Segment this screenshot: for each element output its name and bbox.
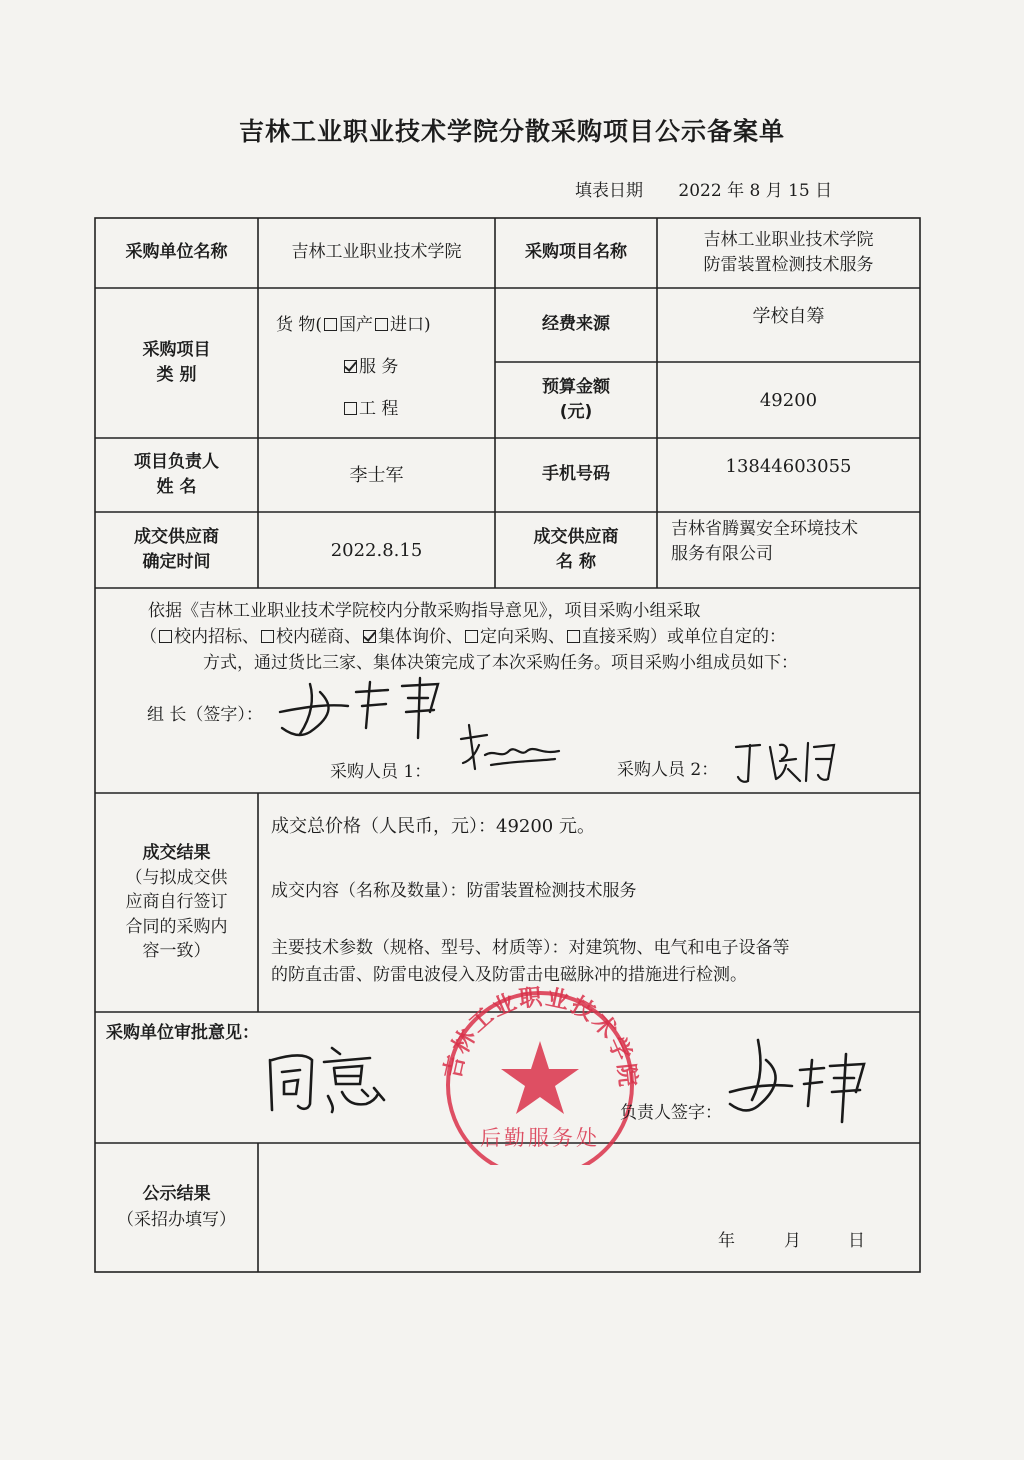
- result-content: 成交内容（名称及数量）：防雷装置检测技术服务: [271, 881, 637, 901]
- page-title: 吉林工业职业技术学院分散采购项目公示备案单: [238, 117, 785, 146]
- result-label-line5: 容一致）: [142, 941, 211, 962]
- approval-label: 采购单位审批意见：: [106, 1023, 259, 1043]
- fill-date-value: 2022 年 8 月 15 日: [678, 181, 833, 201]
- result-label-line4: 合同的采购内: [125, 916, 228, 937]
- phone-value: 13844603055: [725, 455, 852, 477]
- project-name-line1: 吉林工业职业技术学院: [703, 229, 874, 250]
- publicity-label: [95, 1143, 258, 1272]
- result-total: 成交总价格（人民币，元）：49200 元。: [271, 816, 595, 837]
- fund-source-value: 学校自筹: [752, 305, 825, 327]
- campus-negotiation-label: 校内磋商、: [276, 627, 361, 647]
- method-line1: 依据《吉林工业职业技术学院校内分散采购指导意见》，项目采购小组采取: [148, 601, 701, 621]
- domestic-checkbox[interactable]: [324, 318, 337, 331]
- domestic-label: 国产: [339, 315, 374, 335]
- publicity-label-line1: 公示结果: [142, 1184, 211, 1204]
- result-label: [95, 793, 258, 1012]
- campus-bid-label: 校内招标、: [174, 627, 259, 647]
- supplier-label-line1: 成交供应商: [533, 526, 619, 547]
- category-label: [95, 288, 258, 438]
- seal-outer-text: 吉林工业职业技术学院: [439, 985, 641, 1090]
- approval-opinion-handwriting: [262, 1040, 392, 1122]
- publicity-label-line2: （采招办填写）: [117, 1209, 236, 1230]
- seal-inner-text: 后勤服务处: [480, 1126, 600, 1150]
- leader-label-line1: 项目负责人: [134, 451, 219, 472]
- purchase-unit-label: 采购单位名称: [125, 242, 228, 263]
- method-line2: （ 校内招标、 校内磋商、 集体询价、 定向采购、 直接采购）或单位自定的：: [140, 627, 786, 647]
- group-leader-sign-label: 组 长（签字）：: [147, 705, 263, 725]
- fund-source-label: 经费来源: [542, 314, 610, 335]
- result-params-line2: 的防直击雷、防雷电波侵入及防雷击电磁脉冲的措施进行检测。: [271, 965, 747, 985]
- approver-signature: [722, 1030, 872, 1130]
- project-name-line2: 防雷装置检测技术服务: [703, 255, 874, 275]
- group-inquiry-label: 集体询价、: [378, 627, 463, 647]
- import-checkbox[interactable]: [375, 318, 388, 331]
- direct-purchase-checkbox[interactable]: [567, 630, 580, 643]
- project-name-label: 采购项目名称: [525, 242, 627, 263]
- signer-label: 负责人签字：: [620, 1103, 722, 1123]
- deal-date-value: 2022.8.15: [330, 539, 423, 561]
- supplier-label: [495, 512, 657, 588]
- supplier-value-line1: 吉林省腾翼安全环境技术: [671, 518, 858, 539]
- leader-label: [95, 438, 258, 512]
- supplier-value: [657, 512, 920, 572]
- result-label-line3: 应商自行签订: [125, 892, 228, 913]
- campus-bid-checkbox[interactable]: [159, 630, 172, 643]
- budget-label-line1: 预算金额: [542, 376, 610, 397]
- engineering-label: 工 程: [359, 399, 399, 419]
- leader-value: 李士军: [349, 464, 404, 486]
- buyer2-signature: [730, 735, 840, 790]
- supplier-label-line2: 名 称: [556, 552, 596, 572]
- category-label-line1: 采购项目: [142, 339, 211, 360]
- buyer1-signature: [455, 715, 565, 775]
- direct-purchase-label: 直接采购）或单位自定的：: [582, 627, 786, 647]
- result-params-line1: 主要技术参数（规格、型号、材质等）：对建筑物、电气和电子设备等: [271, 938, 790, 958]
- budget-label: [495, 362, 657, 438]
- result-label-line1: 成交结果: [142, 842, 211, 863]
- category-label-line2: 类 别: [156, 365, 197, 385]
- deal-date-label-line1: 成交供应商: [134, 526, 219, 547]
- leader-label-line2: 姓 名: [156, 477, 197, 497]
- publicity-month: 月: [784, 1231, 801, 1251]
- publicity-day: 日: [848, 1231, 865, 1251]
- project-name-value: [657, 218, 920, 288]
- group-inquiry-checkbox[interactable]: [363, 630, 376, 643]
- publicity-year: 年: [718, 1231, 735, 1251]
- directed-purchase-checkbox[interactable]: [465, 630, 478, 643]
- goods-label: 货 物(: [276, 315, 323, 335]
- service-label: 服 务: [359, 357, 399, 377]
- method-line3: 方式，通过货比三家、集体决策完成了本次采购任务。项目采购小组成员如下：: [203, 653, 798, 673]
- service-option: [342, 352, 398, 377]
- result-label-line2: （与拟成交供: [125, 867, 228, 888]
- import-label: 进口): [390, 315, 431, 335]
- fill-date-label: 填表日期: [575, 181, 643, 201]
- directed-purchase-label: 定向采购、: [480, 627, 565, 647]
- buyer2-label: 采购人员 2：: [617, 760, 719, 780]
- goods-option: [276, 310, 431, 335]
- budget-value: 49200: [759, 389, 818, 411]
- purchase-unit-value: 吉林工业职业技术学院: [291, 242, 462, 263]
- engineering-checkbox[interactable]: [344, 402, 357, 415]
- phone-label: 手机号码: [542, 464, 610, 485]
- seal-star-icon: [501, 1041, 579, 1114]
- service-checkbox[interactable]: [344, 360, 357, 373]
- budget-label-line2: (元): [559, 402, 593, 422]
- campus-negotiation-checkbox[interactable]: [261, 630, 274, 643]
- leader-signature: [270, 672, 450, 744]
- engineering-option: [342, 394, 398, 419]
- deal-date-label: [95, 512, 258, 588]
- supplier-value-line2: 服务有限公司: [671, 544, 773, 564]
- official-seal: [432, 985, 642, 1165]
- deal-date-label-line2: 确定时间: [142, 552, 211, 572]
- buyer1-label: 采购人员 1：: [330, 762, 432, 782]
